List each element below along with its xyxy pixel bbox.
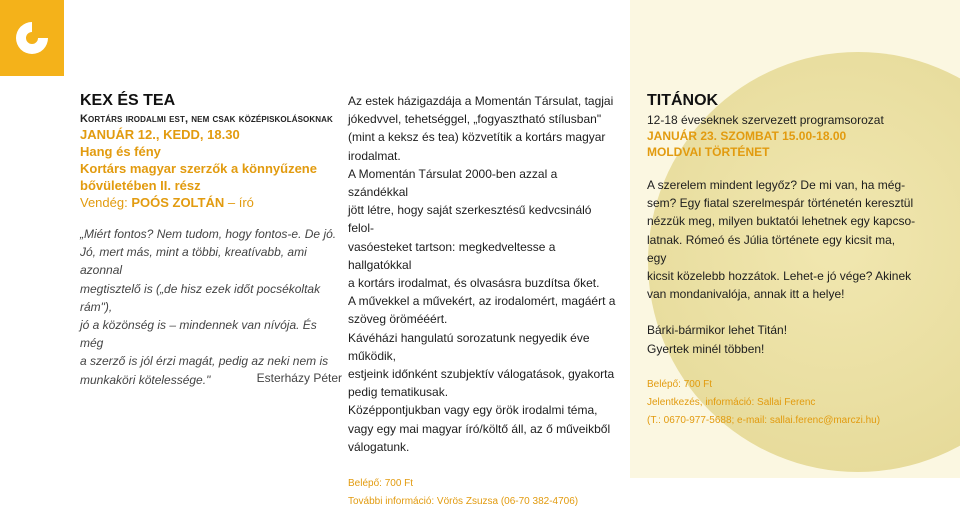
- guest-suffix: – író: [224, 195, 254, 210]
- titanok-contact-2: (T.: 0670-977-5688; e-mail: sallai.ferenc@marczi.hu): [647, 414, 881, 426]
- kex-subtitle: Kortárs irodalmi est, nem csak középiskolásoknak: [80, 113, 333, 125]
- kex-guest: [80, 194, 342, 211]
- quote-line: a szerző is jól érzi magát, pedig az neki nem is: [80, 354, 329, 369]
- kex-topic-line-2: Kortárs magyar szerzők a könnyűzene: [80, 161, 317, 176]
- paragraph: Az estek házigazdája a Momentán Társulat, tagjai jókedvvel, tehetséggel, „fogyasztható stílusban" (mint a keksz és tea) közvetítik a kortárs magyar irodalmat.: [348, 94, 614, 163]
- kex-title: KEX ÉS TEA: [80, 92, 176, 109]
- quote-line: megtisztelő is („de hisz ezek időt pocsékoltak rám"),: [80, 281, 321, 314]
- quote-author: Esterházy Péter: [256, 370, 342, 385]
- paragraph: A művekkel a művekért, az irodalomért, magáért a szöveg örömééért.: [348, 294, 616, 327]
- quote-line: „Miért fontos? Nem tudom, hogy fontos-e. De jó.: [80, 227, 337, 241]
- quote-line: Jó, mert más, mint a többi, kreatívabb, ami azonnal: [80, 245, 307, 278]
- titanok-contact-1: Jelentkezés, információ: Sallai Ferenc: [647, 396, 816, 408]
- guest-prefix: Vendég:: [80, 195, 132, 210]
- paragraph: A Momentán Társulat 2000-ben azzal a szándékkal jött létre, hogy saját szerkesztésű kedvcsináló felol- vasóesteket tartson: megkedveltesse a hallgatókkal a kortárs irodalmat, és olvasásra buzdítsa őket.: [348, 166, 600, 291]
- quote-line: jó a közönség is – mindennek van nívója. És még: [80, 318, 317, 351]
- logo: [0, 0, 64, 76]
- kex-quote: [80, 225, 342, 389]
- paragraph: Kávéházi hangulatú sorozatunk negyedik éve működik, estjeink időnként szubjektív válogatások, gyakorta pedig tematikusak.: [348, 330, 615, 400]
- kex-price: Belépő: 700 Ft: [348, 478, 414, 490]
- titanok-paragraph: A szerelem mindent legyőz? De mi van, ha még- sem? Egy fiatal szerelmespár történetén keresztül nézzük meg, milyen buktatói lehetnek egy kapcso- latnak. Rómeó és Júlia története egy kicsit ma, egy kicsit közelebb hozzátok. Lehet-e jó vége? Akinek van mondanivalója, annak itt a helye!: [647, 178, 916, 302]
- titanok-event: MOLDVAI TÖRTÉNET: [647, 145, 770, 159]
- kex-date: JANUÁR 12., KEDD, 18.30: [80, 127, 240, 142]
- titanok-slogan: Bárki-bármikor lehet Titán! Gyertek minél többen!: [647, 323, 788, 356]
- guest-name: POÓS ZOLTÁN: [131, 195, 225, 210]
- kex-topic-line-1: Hang és fény: [80, 144, 161, 159]
- logo-icon: [14, 20, 50, 56]
- kex-topic-line-3: bővületében II. rész: [80, 178, 201, 193]
- kex-info: További információ: Vörös Zsuzsa (06-70 382-4706): [348, 496, 579, 508]
- titanok-column: [647, 92, 917, 430]
- titanok-date: JANUÁR 23. SZOMBAT 15.00-18.00: [647, 129, 847, 143]
- middle-column: [348, 92, 616, 511]
- quote-line: munkaköri kötelessége.": [80, 372, 211, 387]
- paragraph: Középpontjukban vagy egy örök irodalmi téma, vagy egy mai magyar író/költő áll, az ő műveikből válogatunk.: [348, 403, 611, 454]
- titanok-title: TITÁNOK: [647, 92, 719, 109]
- titanok-subtitle: 12-18 éveseknek szervezett programsorozat: [647, 113, 884, 127]
- titanok-price: Belépő: 700 Ft: [647, 378, 713, 390]
- kex-column: [80, 92, 342, 389]
